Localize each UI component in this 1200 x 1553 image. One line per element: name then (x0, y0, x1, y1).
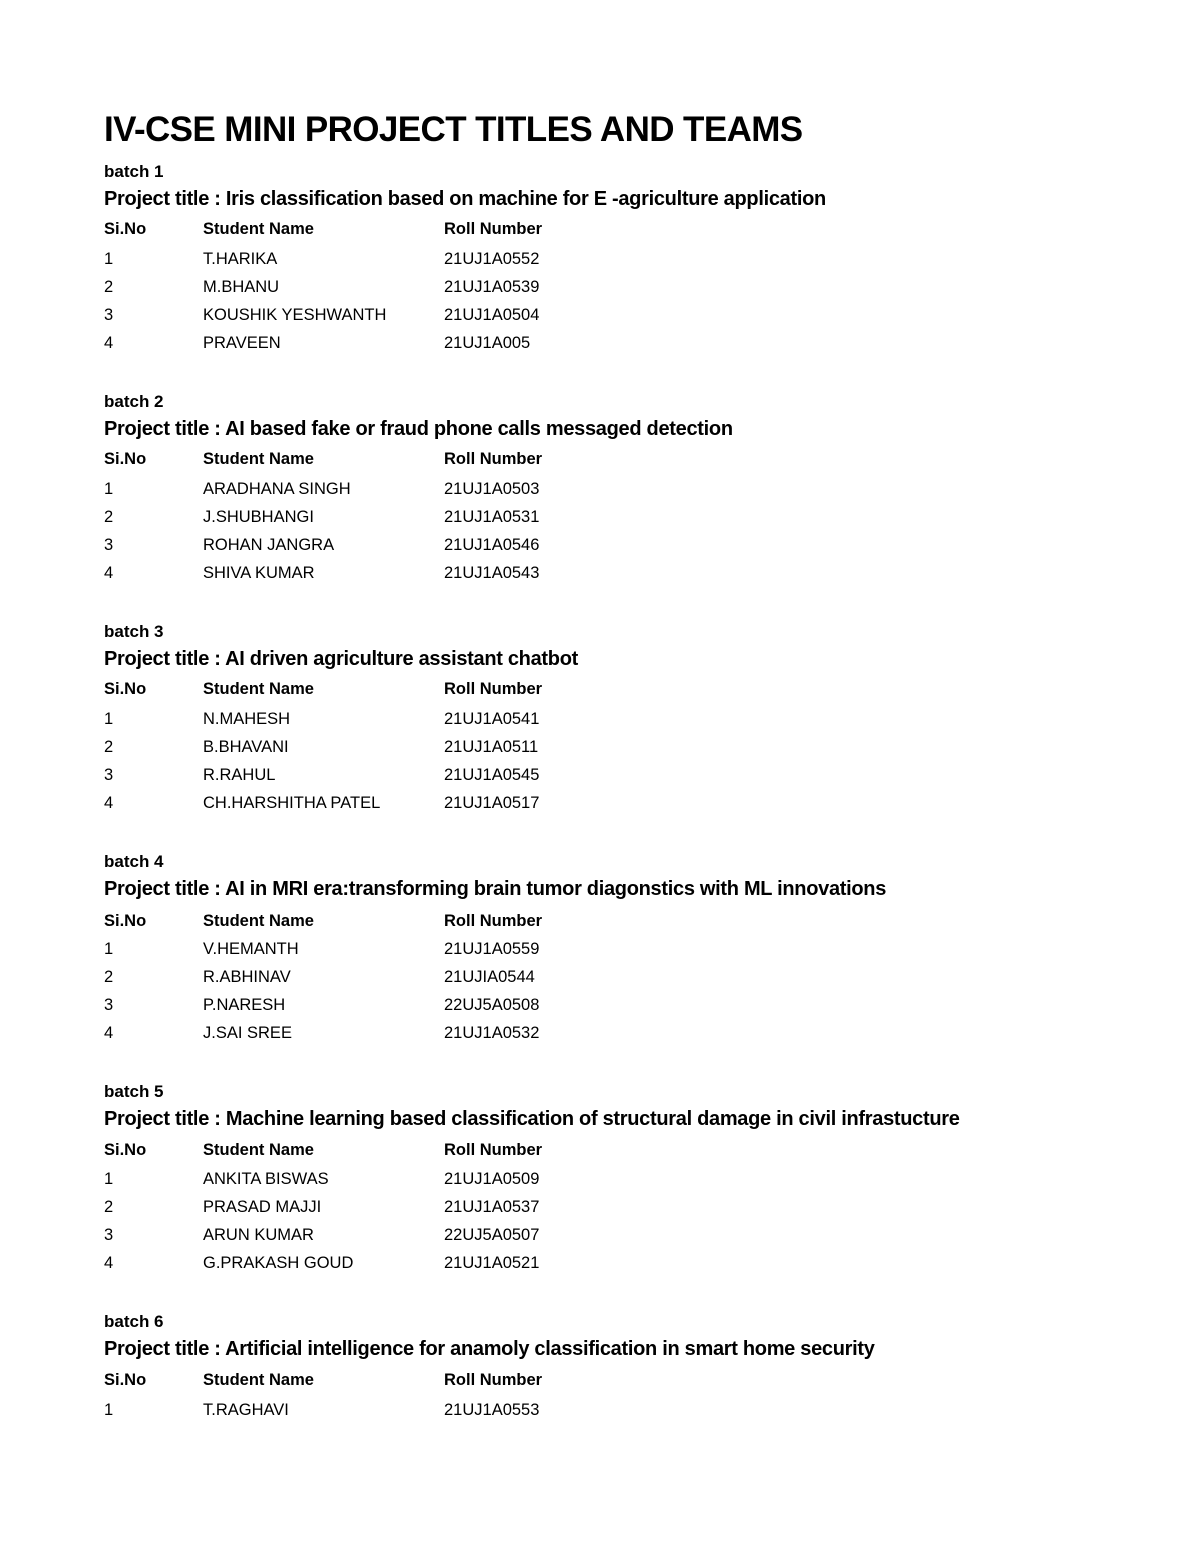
project-title: Project title : AI driven agriculture assistant chatbot (104, 648, 578, 670)
batch-label: batch 3 (104, 622, 164, 641)
cell-student-name: KOUSHIK YESHWANTH (203, 306, 387, 324)
cell-student-name: SHIVA KUMAR (203, 564, 315, 582)
table-row (0, 1170, 1200, 1194)
cell-sino: 2 (104, 508, 114, 526)
cell-student-name: P.NARESH (203, 996, 286, 1014)
table-row (0, 1198, 1200, 1222)
batch-section (0, 162, 1200, 392)
header-roll-number: Roll Number (444, 680, 543, 698)
cell-student-name: PRASAD MAJJI (203, 1198, 322, 1216)
batch-label: batch 2 (104, 392, 164, 411)
batch-label: batch 6 (104, 1312, 164, 1331)
header-sino: Si.No (104, 220, 147, 238)
cell-roll-number: 21UJIA0544 (444, 968, 535, 986)
cell-roll-number: 21UJ1A0559 (444, 940, 540, 958)
cell-roll-number: 21UJ1A0543 (444, 564, 540, 582)
batch-section (0, 622, 1200, 852)
cell-sino: 2 (104, 278, 114, 296)
table-row (0, 1024, 1200, 1048)
table-row (0, 940, 1200, 964)
table-header (0, 1371, 1200, 1395)
cell-student-name: ARUN KUMAR (203, 1226, 314, 1244)
cell-sino: 1 (104, 710, 114, 728)
batch-label: batch 1 (104, 162, 164, 181)
cell-sino: 1 (104, 940, 114, 958)
header-sino: Si.No (104, 912, 147, 930)
cell-student-name: ROHAN JANGRA (203, 536, 335, 554)
batch-label: batch 5 (104, 1082, 164, 1101)
header-sino: Si.No (104, 680, 147, 698)
batch-label: batch 4 (104, 852, 164, 871)
cell-sino: 2 (104, 738, 114, 756)
cell-student-name: R.RAHUL (203, 766, 276, 784)
table-header (0, 450, 1200, 474)
header-roll-number: Roll Number (444, 912, 543, 930)
batch-section (0, 852, 1200, 1082)
cell-student-name: T.RAGHAVI (203, 1401, 289, 1419)
page-title: IV-CSE MINI PROJECT TITLES AND TEAMS (104, 110, 803, 149)
cell-roll-number: 21UJ1A0546 (444, 536, 540, 554)
cell-sino: 3 (104, 996, 114, 1014)
header-student-name: Student Name (203, 220, 314, 238)
cell-sino: 2 (104, 1198, 114, 1216)
table-row (0, 564, 1200, 588)
cell-roll-number: 21UJ1A0503 (444, 480, 540, 498)
cell-roll-number: 22UJ5A0507 (444, 1226, 540, 1244)
cell-student-name: J.SHUBHANGI (203, 508, 314, 526)
batch-section (0, 1312, 1200, 1542)
project-title: Project title : Iris classification based on machine for E -agriculture application (104, 188, 826, 210)
cell-sino: 1 (104, 480, 114, 498)
cell-roll-number: 21UJ1A0545 (444, 766, 540, 784)
cell-sino: 2 (104, 968, 114, 986)
cell-roll-number: 21UJ1A0531 (444, 508, 540, 526)
table-header (0, 1141, 1200, 1165)
cell-roll-number: 21UJ1A0553 (444, 1401, 540, 1419)
cell-sino: 1 (104, 250, 114, 268)
table-row (0, 1226, 1200, 1250)
cell-roll-number: 22UJ5A0508 (444, 996, 540, 1014)
table-row (0, 738, 1200, 762)
cell-sino: 3 (104, 536, 114, 554)
cell-student-name: T.HARIKA (203, 250, 278, 268)
table-row (0, 766, 1200, 790)
cell-roll-number: 21UJ1A0504 (444, 306, 540, 324)
project-title: Project title : AI based fake or fraud phone calls messaged detection (104, 418, 733, 440)
table-row (0, 1401, 1200, 1425)
table-row (0, 278, 1200, 302)
cell-student-name: V.HEMANTH (203, 940, 299, 958)
header-roll-number: Roll Number (444, 1141, 543, 1159)
table-row (0, 306, 1200, 330)
cell-sino: 3 (104, 306, 114, 324)
cell-student-name: PRAVEEN (203, 334, 281, 352)
table-row (0, 334, 1200, 358)
table-row (0, 508, 1200, 532)
cell-student-name: M.BHANU (203, 278, 280, 296)
table-row (0, 710, 1200, 734)
header-sino: Si.No (104, 1371, 147, 1389)
cell-sino: 1 (104, 1401, 114, 1419)
batch-section (0, 1082, 1200, 1312)
cell-roll-number: 21UJ1A0517 (444, 794, 540, 812)
cell-student-name: J.SAI SREE (203, 1024, 292, 1042)
cell-student-name: B.BHAVANI (203, 738, 289, 756)
header-student-name: Student Name (203, 1371, 314, 1389)
header-student-name: Student Name (203, 450, 314, 468)
cell-sino: 4 (104, 1024, 114, 1042)
table-row (0, 536, 1200, 560)
cell-roll-number: 21UJ1A0511 (444, 738, 539, 756)
cell-sino: 1 (104, 1170, 114, 1188)
table-row (0, 794, 1200, 818)
header-roll-number: Roll Number (444, 220, 543, 238)
cell-roll-number: 21UJ1A0541 (444, 710, 540, 728)
table-row (0, 968, 1200, 992)
cell-roll-number: 21UJ1A0552 (444, 250, 540, 268)
cell-student-name: ARADHANA SINGH (203, 480, 351, 498)
cell-student-name: R.ABHINAV (203, 968, 291, 986)
table-header (0, 680, 1200, 704)
header-sino: Si.No (104, 450, 147, 468)
cell-roll-number: 21UJ1A0521 (444, 1254, 540, 1272)
cell-roll-number: 21UJ1A005 (444, 334, 531, 352)
table-row (0, 996, 1200, 1020)
cell-student-name: ANKITA BISWAS (203, 1170, 329, 1188)
project-title: Project title : AI in MRI era:transforming brain tumor diagonstics with ML innovations (104, 878, 887, 900)
cell-roll-number: 21UJ1A0537 (444, 1198, 540, 1216)
table-header (0, 220, 1200, 244)
project-title: Project title : Artificial intelligence for anamoly classification in smart home security (104, 1338, 875, 1360)
cell-student-name: G.PRAKASH GOUD (203, 1254, 354, 1272)
cell-student-name: N.MAHESH (203, 710, 291, 728)
header-student-name: Student Name (203, 1141, 314, 1159)
table-header (0, 912, 1200, 936)
batch-section (0, 392, 1200, 622)
cell-sino: 4 (104, 1254, 114, 1272)
header-sino: Si.No (104, 1141, 147, 1159)
cell-roll-number: 21UJ1A0539 (444, 278, 540, 296)
table-row (0, 480, 1200, 504)
cell-student-name: CH.HARSHITHA PATEL (203, 794, 381, 812)
cell-sino: 3 (104, 1226, 114, 1244)
project-title: Project title : Machine learning based classification of structural damage in civil infrastucture (104, 1108, 960, 1130)
header-student-name: Student Name (203, 680, 314, 698)
header-student-name: Student Name (203, 912, 314, 930)
header-roll-number: Roll Number (444, 450, 543, 468)
cell-sino: 4 (104, 794, 114, 812)
table-row (0, 1254, 1200, 1278)
cell-roll-number: 21UJ1A0532 (444, 1024, 540, 1042)
cell-sino: 4 (104, 334, 114, 352)
cell-sino: 3 (104, 766, 114, 784)
cell-roll-number: 21UJ1A0509 (444, 1170, 540, 1188)
cell-sino: 4 (104, 564, 114, 582)
header-roll-number: Roll Number (444, 1371, 543, 1389)
table-row (0, 250, 1200, 274)
